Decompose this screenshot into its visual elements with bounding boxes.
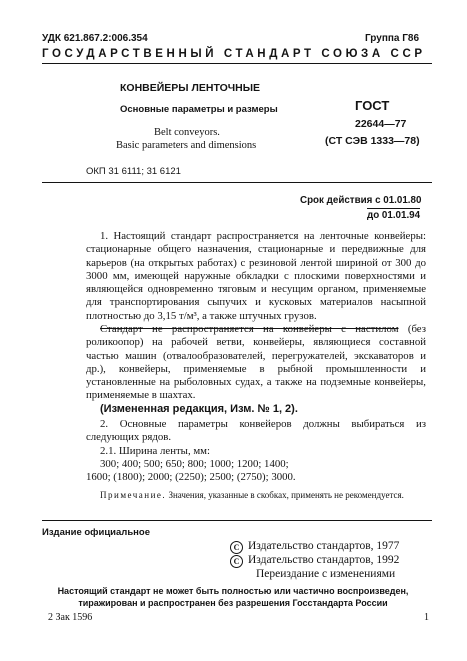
footer-rule	[42, 520, 432, 521]
copyright-icon: С	[230, 555, 243, 568]
paragraph-exclusions-text: (без роликоопор) на рабочей ветви, конвейеры, являющиеся составной частью машин (отвалообразователей, перегружателей, экскаваторов и др.), конвейеры, применяемые в рыбной промышленности и установленные на рыболовных судах, а также на подземные конвейеры, применяемые в шахтах.	[86, 323, 426, 402]
validity-to: до 01.01.94	[367, 210, 421, 221]
copyright-1977	[230, 540, 399, 554]
notice-line-2: тиражирован и распространен без разрешения Госстандарта России	[78, 598, 388, 608]
gost-label: ГОСТ	[355, 98, 390, 113]
paragraph-parameters	[86, 418, 426, 445]
paragraph-scope	[86, 230, 426, 323]
official-edition: Издание официальное	[42, 527, 150, 538]
reprint-note: Переиздание с изменениями	[256, 568, 396, 580]
note-text: Значения, указанные в скобках, применять не рекомендуется.	[166, 490, 404, 500]
paragraph-parameters-text: 2. Основные параметры конвейеров должны выбираться из следующих рядов.	[86, 418, 426, 444]
copyright-1992-text: Издательство стандартов, 1992	[248, 554, 400, 566]
page-number: 1	[424, 612, 429, 623]
udk-code: УДК 621.867.2:006.354	[42, 33, 148, 44]
order-number: 2 Зак 1596	[48, 612, 93, 623]
document-subtitle: Основные параметры и размеры	[120, 104, 278, 115]
copyright-1977-text: Издательство стандартов, 1977	[248, 540, 400, 552]
document-title: КОНВЕЙЕРЫ ЛЕНТОЧНЫЕ	[120, 82, 261, 94]
header-rule	[42, 63, 432, 64]
okp-code: ОКП 31 6111; 31 6121	[86, 166, 181, 177]
belt-widths-line-1: 300; 400; 500; 650; 800; 1000; 1200; 1400;	[100, 458, 289, 470]
standard-banner: ГОСУДАРСТВЕННЫЙ СТАНДАРТ СОЮЗА ССР	[42, 48, 426, 60]
group-code: Группа Г86	[365, 33, 420, 44]
st-sev-number: (СТ СЭВ 1333—78)	[325, 135, 420, 147]
copyright-1992	[230, 554, 399, 568]
belt-width-label: 2.1. Ширина ленты, мм:	[100, 445, 211, 457]
paragraph-scope-text: 1. Настоящий стандарт распространяется на ленточные конвейеры: стационарные общего назначения, стационарные и передвижные для карьеров (на открытых работах) с резиновой лентой шириной от 300 до 3000 мм, имеющей наружные обкладки с плоскими поверхностями и являющейся одновременно тяговым и несущим органом, применяемые для транспортирования сыпучих и кусковых материалов насыпной плотностью до 3,15 т/м³, а также штучных грузов.	[86, 230, 426, 322]
english-title-line-1: Belt conveyors.	[154, 127, 220, 138]
amended-edition: (Измененная редакция, Изм. № 1, 2).	[100, 403, 298, 415]
copyright-icon: С	[230, 541, 243, 554]
paragraph-exclusions	[86, 323, 426, 403]
gost-number: 22644—77	[355, 118, 407, 130]
notice-line-1: Настоящий стандарт не может быть полностью или частично воспроизведен,	[57, 586, 409, 596]
belt-widths-line-2: 1600; (1800); 2000; (2250); 2500; (2750); 3000.	[86, 471, 296, 483]
struck-text: Стандарт не распространяется на конвейеры с настилом	[100, 323, 399, 335]
note	[86, 489, 426, 501]
title-rule	[42, 182, 432, 183]
note-label: Примечание.	[100, 490, 167, 500]
validity-from: Срок действия с 01.01.80	[300, 195, 422, 206]
english-title-line-2: Basic parameters and dimensions	[116, 140, 257, 151]
